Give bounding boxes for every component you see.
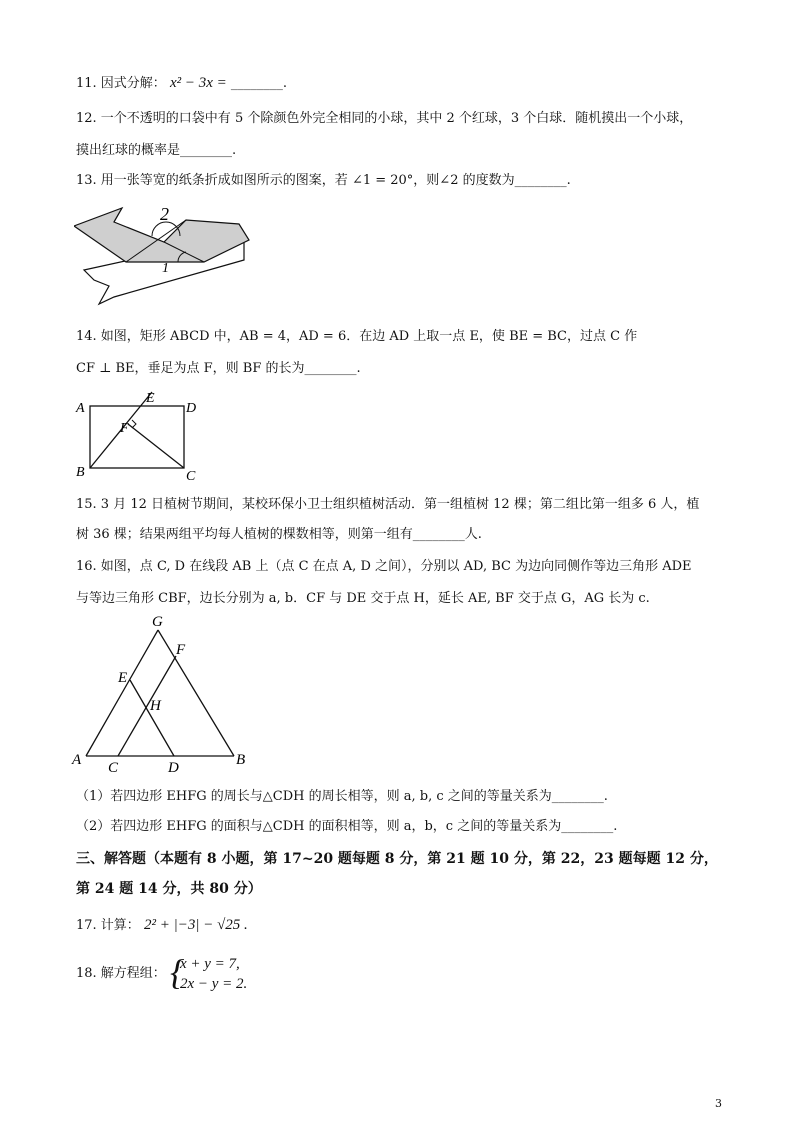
- q16-label-D: D: [168, 760, 179, 776]
- q17-label: 17. 计算：: [76, 918, 140, 933]
- q18-equation-system: [170, 954, 247, 994]
- q16-line1: 16. 如图，点 C, D 在线段 AB 上（点 C 在点 A, D 之间），分别以 AD, BC 为边向同侧作等边三角形 ADE: [76, 559, 692, 574]
- q18-label: 18. 解方程组：: [76, 966, 166, 981]
- q14-label-F: F: [120, 421, 129, 436]
- q18: [76, 954, 247, 994]
- q14-rectangle-figure: [74, 390, 204, 482]
- q14-label-A: A: [76, 401, 85, 416]
- q14-label-D: D: [186, 401, 197, 416]
- q16-line2: 与等边三角形 CBF，边长分别为 a, b．CF 与 DE 交于点 H，延长 AE, BF 交于点 G，AG 长为 c.: [76, 591, 650, 606]
- q16-label-B: B: [236, 752, 246, 768]
- q16-sub2: （2）若四边形 EHFG 的面积与△CDH 的面积相等，则 a，b，c 之间的等量关系为________.: [76, 819, 618, 834]
- q12-line1: 12. 一个不透明的口袋中有 5 个除颜色外完全相同的小球，其中 2 个红球，3 个白球．随机摸出一个小球，: [76, 111, 693, 126]
- q15-line1: 15. 3 月 12 日植树节期间，某校环保小卫士组织植树活动．第一组植树 12 棵；第二组比第一组多 6 人，植: [76, 497, 700, 512]
- q16-label-F: F: [176, 642, 186, 658]
- q14-line2: CF ⊥ BE，垂足为点 F，则 BF 的长为________.: [76, 361, 361, 376]
- q11: [76, 74, 287, 93]
- section3-heading-line2: 第 24 题 14 分，共 80 分）: [76, 881, 262, 897]
- q18-equation-1: x + y = 7,: [179, 956, 240, 972]
- q13-text: 13. 用一张等宽的纸条折成如图所示的图案，若 ∠1 = 20°，则∠2 的度数为________.: [76, 173, 571, 188]
- section3-heading-line1: 三、解答题（本题有 8 小题，第 17~20 题每题 8 分，第 21 题 10 分，第 22，23 题每题 12 分，: [76, 851, 718, 867]
- page-number: 3: [715, 1097, 722, 1110]
- q13-angle-label-2: 2: [160, 204, 169, 224]
- q14-line1: 14. 如图，矩形 ABCD 中，AB = 4，AD = 6．在边 AD 上取一点 E，使 BE = BC，过点 C 作: [76, 329, 638, 344]
- q15-line2: 树 36 棵；结果两组平均每人植树的棵数相等，则第一组有________人.: [76, 527, 482, 542]
- q16-sub1: （1）若四边形 EHFG 的周长与△CDH 的周长相等，则 a, b, c 之间的等量关系为________.: [76, 789, 608, 804]
- q16-label-C: C: [108, 760, 119, 776]
- q12-line2: 摸出红球的概率是________.: [76, 143, 237, 158]
- q18-brace: {: [169, 952, 185, 992]
- q11-blank: ________.: [230, 76, 288, 91]
- q18-equation-2: 2x − y = 2.: [179, 976, 248, 992]
- q16-label-A: A: [72, 752, 82, 768]
- q16-label-H: H: [150, 698, 161, 714]
- q14-label-B: B: [76, 465, 85, 480]
- q13-folded-strip-figure: [74, 200, 254, 312]
- q17-expression: 2² + |−3| − √25 .: [143, 917, 248, 933]
- q16-triangles-figure: [70, 612, 260, 776]
- q13-angle-label-1: 1: [162, 261, 169, 276]
- q16-label-G: G: [152, 614, 163, 630]
- q11-label: 11. 因式分解：: [76, 76, 166, 91]
- q16-label-E: E: [118, 670, 128, 686]
- q14-label-E: E: [146, 391, 155, 406]
- q14-label-C: C: [186, 469, 196, 482]
- q17: [76, 916, 248, 935]
- q11-expression: x² − 3x =: [169, 75, 227, 91]
